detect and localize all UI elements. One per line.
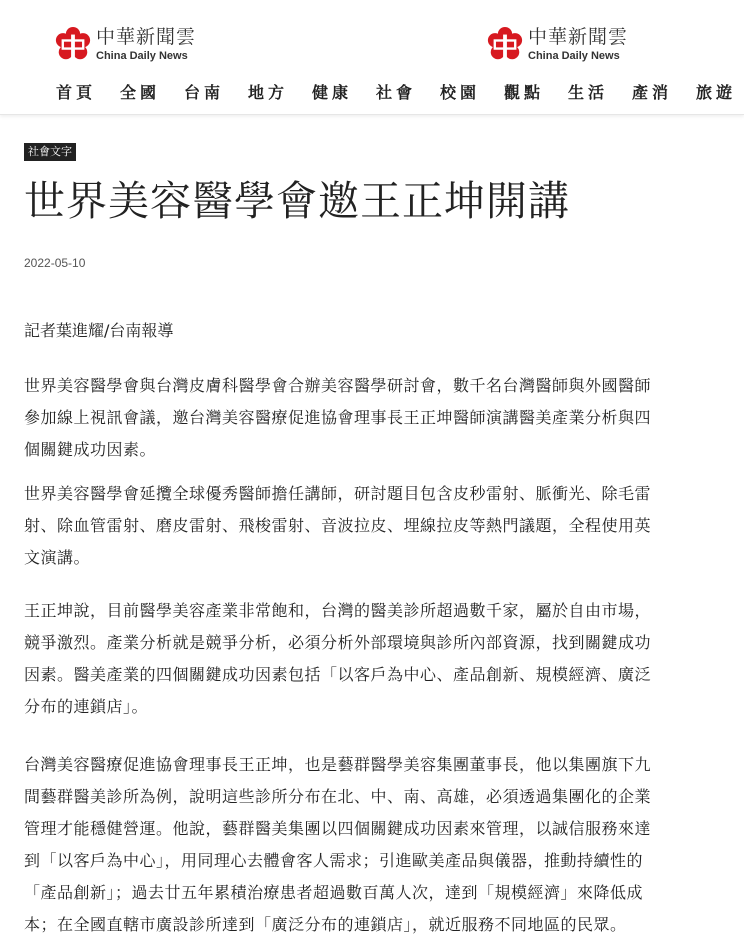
category-tag[interactable]: 社會文字 (24, 143, 76, 161)
nav-item-consumer[interactable]: 產消 (632, 83, 673, 102)
paragraph-line: 射、除血管雷射、磨皮雷射、飛梭雷射、音波拉皮、埋線拉皮等熱門議題，全程使用英 (24, 516, 652, 535)
nav-item-national[interactable]: 全國 (120, 83, 161, 102)
logo-mark-icon (54, 26, 92, 64)
paragraph-line: 分布的連鎖店」。 (24, 697, 149, 716)
nav-item-life[interactable]: 生活 (568, 83, 609, 102)
article-byline: 記者葉進耀/台南報導 (24, 321, 174, 340)
nav-item-home[interactable]: 首頁 (56, 83, 97, 102)
paragraph-line: 因素。醫美產業的四個關鍵成功因素包括「以客戶為中心、產品創新、規模經濟、廣泛 (24, 665, 652, 684)
nav-item-health[interactable]: 健康 (312, 83, 353, 102)
article-paragraph-3 (24, 595, 724, 723)
paragraph-line: 競爭激烈。產業分析就是競爭分析，必須分析外部環境與診所內部資源，找到關鍵成功 (24, 633, 652, 652)
logo-name-chinese: 中華新聞雲 (528, 26, 629, 48)
logo-mark-icon (486, 26, 524, 64)
paragraph-line: 到「以客戶為中心」，用同理心去體會客人需求；引進歐美產品與儀器，推動持續性的 (24, 851, 644, 870)
paragraph-line: 世界美容醫學會延攬全球優秀醫師擔任講師，研討題目包含皮秒雷射、脈衝光、除毛雷 (24, 484, 652, 503)
article-paragraph-1 (24, 370, 724, 466)
paragraph-line: 參加線上視訊會議，邀台灣美容醫療促進協會理事長王正坤醫師演講醫美產業分析與四 (24, 408, 652, 427)
site-logo[interactable] (54, 24, 196, 66)
nav-item-local[interactable]: 地方 (248, 83, 289, 102)
nav-item-travel[interactable]: 旅遊 (696, 83, 737, 102)
paragraph-line: 世界美容醫學會與台灣皮膚科醫學會合辦美容醫學研討會，數千名台灣醫師與外國醫師 (24, 376, 652, 395)
paragraph-line: 王正坤說，目前醫學美容產業非常飽和，台灣的醫美診所超過數千家，屬於自由市場， (24, 601, 652, 620)
nav-item-society[interactable]: 社會 (376, 83, 417, 102)
main-nav (0, 80, 744, 108)
paragraph-line: 「產品創新」；過去廿五年累積治療患者超過數百萬人次，達到「規模經濟」來降低成 (24, 883, 644, 902)
nav-item-tainan[interactable]: 台南 (184, 83, 225, 102)
article-paragraph-2 (24, 478, 724, 574)
paragraph-line: 間藝群醫美診所為例，說明這些診所分布在北、中、南、高雄，必須透過集團化的企業 (24, 787, 652, 806)
site-logo-secondary[interactable] (486, 24, 628, 66)
logo-name-chinese: 中華新聞雲 (96, 26, 197, 48)
paragraph-line: 台灣美容醫療促進協會理事長王正坤，也是藝群醫學美容集團董事長，他以集團旗下九 (24, 755, 652, 774)
paragraph-line: 個關鍵成功因素。 (24, 440, 157, 459)
article-date: 2022-05-10 (24, 256, 86, 270)
paragraph-line: 管理才能穩健營運。他說，藝群醫美集團以四個關鍵成功因素來管理，以誠信服務來達 (24, 819, 652, 838)
logo-name-english: China Daily News (96, 50, 188, 62)
site-header (0, 0, 744, 115)
nav-item-opinion[interactable]: 觀點 (504, 83, 545, 102)
article-paragraph-4 (24, 749, 724, 941)
nav-item-campus[interactable]: 校園 (440, 83, 481, 102)
paragraph-line: 本；在全國直轄市廣設診所達到「廣泛分布的連鎖店」，就近服務不同地區的民眾。 (24, 915, 627, 934)
logo-name-english: China Daily News (528, 50, 620, 62)
article-title: 世界美容醫學會邀王正坤開講 (24, 177, 570, 225)
paragraph-line: 文演講。 (24, 548, 91, 567)
